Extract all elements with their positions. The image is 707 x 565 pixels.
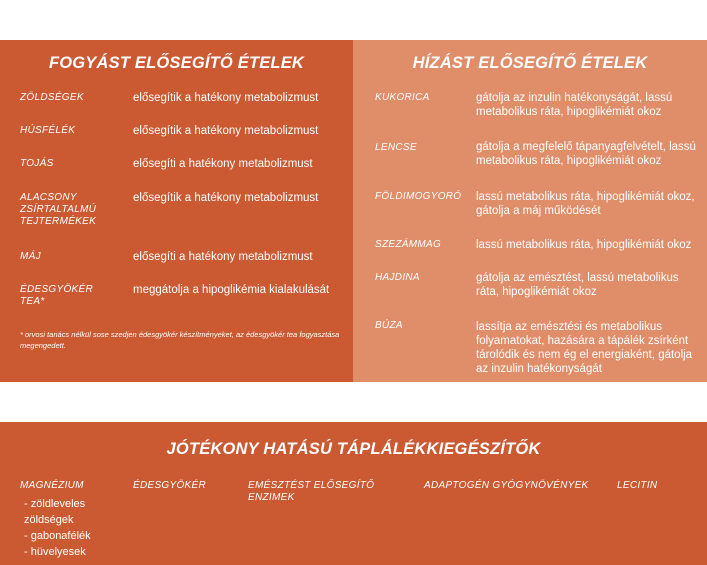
supplement-column bbox=[424, 480, 609, 492]
supplement-column bbox=[617, 480, 697, 492]
weight-loss-title: FOGYÁST ELŐSEGÍTŐ ÉTELEK bbox=[48, 54, 305, 72]
supplements-panel bbox=[0, 422, 707, 565]
weight-loss-footnote: * orvosi tanács nélkül sose szedjen édesgyökér készítményeket, az édesgyökér tea fogyasztása megengedett. bbox=[20, 330, 340, 350]
supplement-name: ÉDESGYÖKÉR bbox=[133, 480, 207, 491]
supplement-name: LECITIN bbox=[617, 480, 658, 491]
weight-loss-food: HÚSFÉLÉK bbox=[20, 125, 76, 136]
supplement-list-item: - gabonafélék bbox=[24, 530, 91, 542]
supplement-list bbox=[20, 496, 125, 560]
weight-gain-food: FÖLDIMOGYORÓ bbox=[375, 191, 462, 202]
supplement-column bbox=[20, 480, 125, 560]
weight-loss-food: ZÖLDSÉGEK bbox=[20, 92, 84, 103]
weight-loss-panel bbox=[0, 40, 353, 382]
weight-gain-food: HAJDINA bbox=[375, 272, 420, 283]
weight-loss-effect: elősegítik a hatékony metabolizmust bbox=[133, 192, 319, 204]
weight-loss-food: TOJÁS bbox=[20, 158, 54, 169]
weight-gain-effect: gátolja a megfelelő tápanyagfelvételt, lassú metabolikus ráta, hipoglikémiát okoz bbox=[476, 141, 696, 167]
weight-gain-effect: lassú metabolikus ráta, hipoglikémiát okoz, gátolja a máj működését bbox=[476, 191, 695, 217]
weight-gain-effect: lassítja az emésztési és metabolikus folyamatokat, hazására a tápálék zsírként tárolódik és nem ég el energiaként, gátolja az inzulin hatékonyságát bbox=[476, 321, 693, 375]
supplement-name: EMÉSZTÉST ELŐSEGÍTŐ ENZIMEK bbox=[248, 480, 375, 503]
weight-loss-effect: elősegítik a hatékony metabolizmust bbox=[133, 92, 319, 104]
supplements-title: JÓTÉKONY HATÁSÚ TÁPLÁLÉKKIEGÉSZÍTŐK bbox=[166, 440, 541, 458]
weight-loss-food: ÉDESGYÖKÉR TEA* bbox=[20, 284, 94, 307]
supplement-list-item: - zöldleveles zöldségek bbox=[24, 498, 86, 526]
weight-gain-effect: gátolja az inzulin hatékonyságát, lassú metabolikus ráta, hipoglikémiát okoz bbox=[476, 92, 673, 118]
weight-gain-effect: lassú metabolikus ráta, hipoglikémiát okoz bbox=[476, 239, 692, 251]
weight-gain-food: SZEZÁMMAG bbox=[375, 239, 442, 250]
weight-loss-effect: elősegíti a hatékony metabolizmust bbox=[133, 251, 313, 263]
supplement-list-item: - hüvelyesek bbox=[24, 546, 86, 558]
weight-gain-food: BÚZA bbox=[375, 320, 403, 331]
weight-gain-food: KUKORICA bbox=[375, 92, 430, 103]
weight-loss-food: ALACSONY ZSÍRTALTALMÚ TEJTERMÉKEK bbox=[20, 192, 97, 227]
supplement-column bbox=[133, 480, 233, 492]
weight-gain-food: LENCSE bbox=[375, 142, 417, 153]
weight-gain-title: HÍZÁST ELŐSEGÍTŐ ÉTELEK bbox=[412, 54, 648, 72]
supplement-column bbox=[248, 480, 398, 504]
weight-loss-food: MÁJ bbox=[20, 251, 41, 262]
supplement-name: ADAPTOGÉN GYÓGYNÖVÉNYEK bbox=[424, 480, 589, 491]
weight-loss-effect: meggátolja a hipoglikémia kialakulását bbox=[133, 284, 330, 296]
weight-loss-effect: elősegítik a hatékony metabolizmust bbox=[133, 125, 319, 137]
weight-gain-panel bbox=[353, 40, 707, 382]
weight-gain-effect: gátolja az emésztést, lassú metabolikus ráta, hipoglikémiát okoz bbox=[476, 272, 679, 298]
weight-loss-effect: elősegíti a hatékony metabolizmust bbox=[133, 158, 313, 170]
supplement-name: MAGNÉZIUM bbox=[20, 480, 84, 491]
